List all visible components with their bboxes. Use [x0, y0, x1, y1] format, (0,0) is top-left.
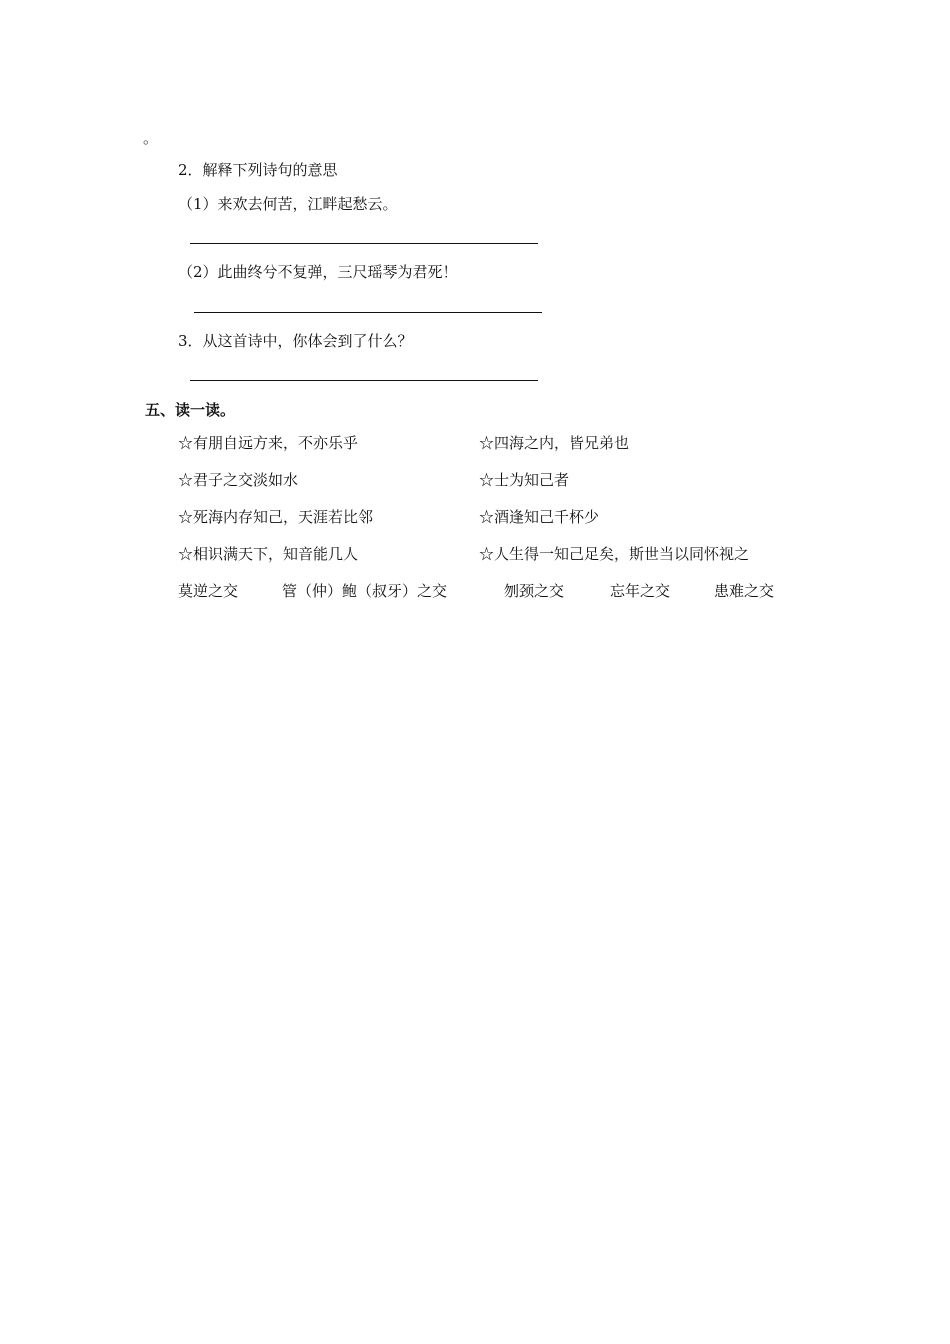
quote-right-4: ☆人生得一知己足矣，斯世当以同怀视之: [479, 545, 750, 563]
quote-left-2: ☆君子之交淡如水: [178, 471, 299, 489]
answer-line-3: [190, 380, 538, 381]
quote-right-1: ☆四海之内，皆兄弟也: [479, 434, 630, 452]
quote-right-2: ☆士为知己者: [479, 471, 570, 489]
quote-left-1: ☆有朋自远方来，不亦乐乎: [178, 434, 359, 452]
question-2-item-1: （1）来欢去何苦，江畔起愁云。: [178, 195, 398, 213]
question-2-heading: 2．解释下列诗句的意思: [178, 161, 338, 179]
leading-period: 。: [143, 129, 159, 147]
question-3-heading: 3．从这首诗中，你体会到了什么？: [178, 332, 413, 350]
phrase-3: 刎颈之交: [504, 582, 565, 600]
phrase-5: 患难之交: [714, 582, 775, 600]
quote-right-3: ☆酒逢知己千杯少: [479, 508, 600, 526]
phrase-2: 管（仲）鲍（叔牙）之交: [282, 582, 448, 600]
question-2-item-2: （2）此曲终兮不复弹，三尺瑶琴为君死！: [178, 263, 458, 281]
answer-line-2-2: [194, 312, 542, 313]
phrase-1: 莫逆之交: [178, 582, 239, 600]
section-5-heading: 五、读一读。: [145, 401, 236, 419]
phrase-4: 忘年之交: [610, 582, 671, 600]
quote-left-3: ☆死海内存知己，天涯若比邻: [178, 508, 374, 526]
answer-line-2-1: [190, 243, 538, 244]
quote-left-4: ☆相识满天下，知音能几人: [178, 545, 359, 563]
